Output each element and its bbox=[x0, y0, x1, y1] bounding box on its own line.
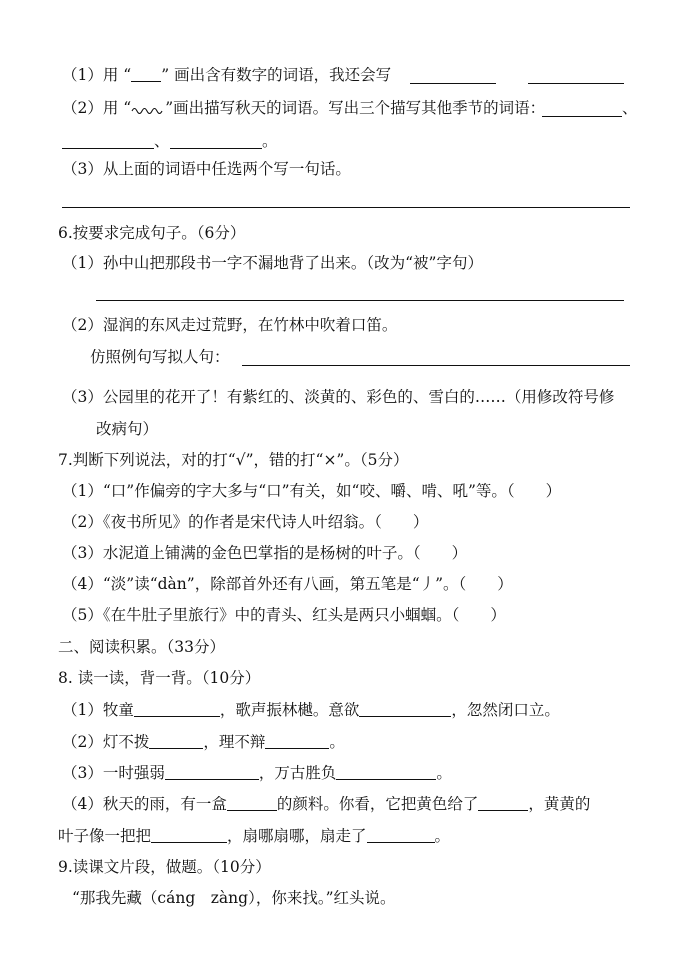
q5-item-1 bbox=[62, 68, 391, 84]
text: ，歌声振林樾。意欲 bbox=[219, 701, 360, 719]
q9-title: 9.读课文片段，做题。（10分） bbox=[58, 858, 271, 876]
text: ，忽然闭口立。 bbox=[451, 701, 560, 719]
q5-item-2-text: ”画出描写秋天的词语。写出三个描写其他季节的词语： bbox=[165, 99, 546, 117]
answer-line[interactable] bbox=[96, 300, 624, 301]
answer-blank[interactable] bbox=[227, 809, 277, 811]
text: 叶子像一把把 bbox=[58, 827, 152, 845]
q8-title: 8. 读一读，背一背。（10分） bbox=[58, 669, 261, 687]
answer-line[interactable] bbox=[242, 365, 630, 366]
q8-item-4 bbox=[62, 797, 590, 813]
q5-item-2-prefix: （2）用 “ bbox=[62, 99, 132, 117]
q5-item-1-prefix: （1）用 “ bbox=[62, 66, 132, 84]
answer-blank[interactable] bbox=[62, 147, 154, 149]
q8-item-1 bbox=[62, 703, 560, 719]
section-heading: 二、阅读积累。（33分） bbox=[58, 638, 225, 656]
wavy-line-sample bbox=[131, 105, 165, 115]
answer-blank[interactable] bbox=[151, 841, 227, 843]
q6-item-2: （2）湿润的东风走过荒野，在竹林中吹着口笛。 bbox=[62, 316, 398, 334]
q5-item-2 bbox=[62, 101, 545, 117]
text: （2）灯不拨 bbox=[62, 733, 150, 751]
text: ，理不辩 bbox=[203, 733, 266, 751]
period: 。 bbox=[262, 132, 278, 150]
answer-blank[interactable] bbox=[165, 778, 259, 780]
text: 。 bbox=[329, 733, 345, 751]
answer-blank[interactable] bbox=[134, 715, 220, 717]
q5-item-1-text: ” 画出含有数字的词语，我还会写 bbox=[161, 66, 392, 84]
q6-item-3-line1: （3）公园里的花开了！有紫红的、淡黄的、彩色的、雪白的……（用修改符号修 bbox=[62, 388, 615, 406]
q6-title: 6.按要求完成句子。（6分） bbox=[58, 224, 246, 242]
q6-item-1: （1）孙中山把那段书一字不漏地背了出来。（改为“被”字句） bbox=[62, 254, 483, 272]
q5-item-3: （3）从上面的词语中任选两个写一句话。 bbox=[62, 160, 351, 178]
text: （3）一时强弱 bbox=[62, 764, 165, 782]
q8-item-3 bbox=[62, 766, 452, 782]
text: 。 bbox=[436, 764, 452, 782]
text: 。 bbox=[434, 827, 451, 845]
q6-item-2-instruction: 仿照例句写拟人句： bbox=[90, 348, 230, 366]
straight-line-sample bbox=[131, 80, 161, 82]
answer-blank[interactable] bbox=[170, 147, 262, 149]
answer-blank[interactable] bbox=[542, 115, 622, 117]
q6-item-3-line2: 改病句） bbox=[96, 420, 159, 438]
q7-title: 7.判断下列说法，对的打“√”，错的打“×”。（5分） bbox=[58, 451, 409, 469]
q8-item-5 bbox=[58, 829, 450, 845]
q8-item-2 bbox=[62, 735, 345, 751]
q7-item-5: （5）《在牛肚子里旅行》中的青头、红头是两只小蝈蝈。（ ） bbox=[62, 606, 506, 624]
q9-passage-line1: “那我先藏（cáng zàng），你来找。”红头说。 bbox=[72, 889, 396, 907]
q7-item-4: （4）“淡”读“dàn”，除部首外还有八画，第五笔是“丿”。（ ） bbox=[62, 575, 513, 593]
separator: 、 bbox=[622, 99, 638, 117]
text: （1）牧童 bbox=[62, 701, 134, 719]
text: 的颜料。你看，它把黄色给了 bbox=[276, 795, 479, 813]
answer-blank[interactable] bbox=[359, 715, 451, 717]
q7-item-3: （3）水泥道上铺满的金色巴掌指的是杨树的叶子。（ ） bbox=[62, 544, 468, 562]
answer-blank[interactable] bbox=[410, 82, 496, 84]
answer-blank[interactable] bbox=[265, 747, 329, 749]
q7-item-1: （1）“口”作偏旁的字大多与“口”有关，如“咬、嚼、啃、吼”等。（ ） bbox=[62, 482, 562, 500]
q7-item-2: （2）《夜书所见》的作者是宋代诗人叶绍翁。（ ） bbox=[62, 513, 429, 531]
answer-blank[interactable] bbox=[149, 747, 203, 749]
separator: 、 bbox=[154, 132, 170, 150]
answer-blank[interactable] bbox=[336, 778, 436, 780]
text: ，扇哪扇哪，扇走了 bbox=[227, 827, 367, 845]
text: ，黄黄的 bbox=[528, 795, 591, 813]
answer-blank[interactable] bbox=[478, 809, 528, 811]
answer-blank[interactable] bbox=[367, 841, 435, 843]
text: ，万古胜负 bbox=[258, 764, 337, 782]
answer-blank[interactable] bbox=[528, 82, 624, 84]
answer-line[interactable] bbox=[62, 207, 630, 208]
text: （4）秋天的雨，有一盒 bbox=[62, 795, 227, 813]
